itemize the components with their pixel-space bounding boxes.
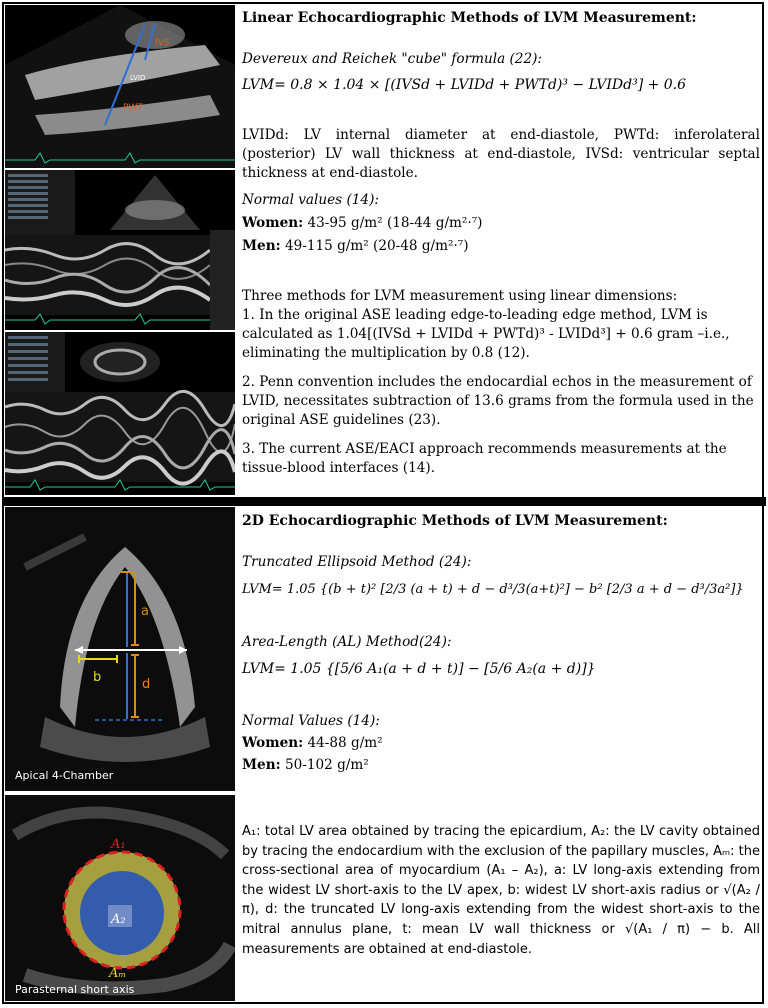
area-definitions: A₁: total LV area obtained by tracing the epicardium, A₂: the LV cavity obtained by tracing the endocardium with the exclusion of the papillary muscles, Aₘ: the cross-sectional area of myocardium (A₁ – A₂), a: LV long-axis extending from the widest LV short-axis to the LV apex, b: widest LV short-axis radius or √(A₂ / π), d: the truncated LV long-axis extending from the widest short-axis to the mitral annulus plane, t: mean LV wall thickness or √(A₁ / π) − b. All measurements are obtained at end-diastole.: [242, 824, 760, 957]
label-am: Aₘ: [109, 966, 127, 981]
plax-echo-image: [5, 5, 235, 168]
label-a: a: [141, 604, 149, 619]
m-mode-echo-image-1: [5, 170, 235, 330]
section-divider: [2, 497, 766, 506]
men-normal-values-1: [242, 237, 469, 256]
apical-caption: Apical 4-Chamber: [15, 769, 114, 782]
plax-echo-graphic: [5, 5, 235, 168]
method-1-text: 1. In the original ASE leading edge-to-leading edge method, LVM is calculated as 1.04[(IVSd + LVIDd + PWTd)³ - LVIDd³] + 0.6 gram –i.e., eliminating the multiplication by 0.8 (12).: [242, 307, 730, 362]
truncated-ellipsoid-heading: Truncated Ellipsoid Method (24):: [242, 554, 472, 570]
label-a2: A₂: [111, 912, 126, 927]
women-label-2: Women:: [242, 735, 304, 751]
normal-values-heading-1: Normal values (14):: [242, 192, 379, 208]
women-value-2: 44-88 g/m²: [307, 735, 383, 751]
method-3-text: 3. The current ASE/EACI approach recommends measurements at the tissue-blood interfaces (14).: [242, 441, 727, 477]
truncated-ellipsoid-formula: LVM= 1.05 {(b + t)² [2/3 (a + t) + d − d³/3(a+t)²] − b² [2/3 a + d − d³/3a²]}: [242, 582, 744, 597]
apical-4-chamber-graphic: [5, 507, 235, 791]
women-label-1: Women:: [242, 215, 304, 231]
lvid-label: LVID: [130, 74, 146, 82]
parasternal-short-axis-graphic: [5, 795, 235, 1001]
m-mode-graphic-2: [5, 332, 235, 495]
label-d: d: [142, 677, 151, 692]
label-a1: A₁: [111, 837, 126, 852]
psax-caption: Parasternal short axis: [15, 983, 135, 996]
men-normal-values-2: [242, 756, 369, 775]
men-value-1: 49-115 g/m² (20-48 g/m²·⁷): [284, 238, 469, 254]
linear-definitions: LVIDd: LV internal diameter at end-diastole, PWTd: inferolateral (posterior) LV wall thickness at end-diastole, IVSd: ventricular septal thickness at end-diastole.: [242, 127, 760, 182]
women-normal-values-1: [242, 214, 482, 233]
m-mode-graphic-1: [5, 170, 235, 330]
method-2-text: 2. Penn convention includes the endocardial echos in the measurement of LVID, necessitates subtraction of 13.6 grams from the formula used in the original ASE guidelines (23).: [242, 374, 754, 429]
ivs-label: IVS: [155, 38, 170, 48]
parasternal-short-axis-image: [5, 795, 235, 1001]
section2-title: 2D Echocardiographic Methods of LVM Measurement:: [242, 513, 668, 529]
cube-formula: LVM= 0.8 × 1.04 × [(IVSd + LVIDd + PWTd)³ − LVIDd³] + 0.6: [242, 77, 687, 93]
area-length-heading: Area-Length (AL) Method(24):: [242, 634, 452, 650]
men-label-2: Men:: [242, 757, 281, 773]
apical-4-chamber-image: [5, 507, 235, 791]
area-length-formula: LVM= 1.05 {[5/6 A₁(a + d + t)] − [5/6 A₂(a + d)]}: [242, 661, 596, 677]
cube-formula-heading: Devereux and Reichek "cube" formula (22):: [242, 51, 542, 67]
men-value-2: 50-102 g/m²: [284, 757, 369, 773]
label-b: b: [93, 670, 102, 685]
women-normal-values-2: [242, 734, 383, 753]
m-mode-echo-image-2: [5, 332, 235, 495]
normal-values-heading-2: Normal Values (14):: [242, 713, 380, 729]
methods-intro: Three methods for LVM measurement using linear dimensions:: [242, 288, 678, 304]
pwt-label: PWT: [123, 103, 143, 113]
men-label-1: Men:: [242, 238, 281, 254]
section1-title: Linear Echocardiographic Methods of LVM Measurement:: [242, 10, 697, 26]
women-value-1: 43-95 g/m² (18-44 g/m²·⁷): [307, 215, 483, 231]
